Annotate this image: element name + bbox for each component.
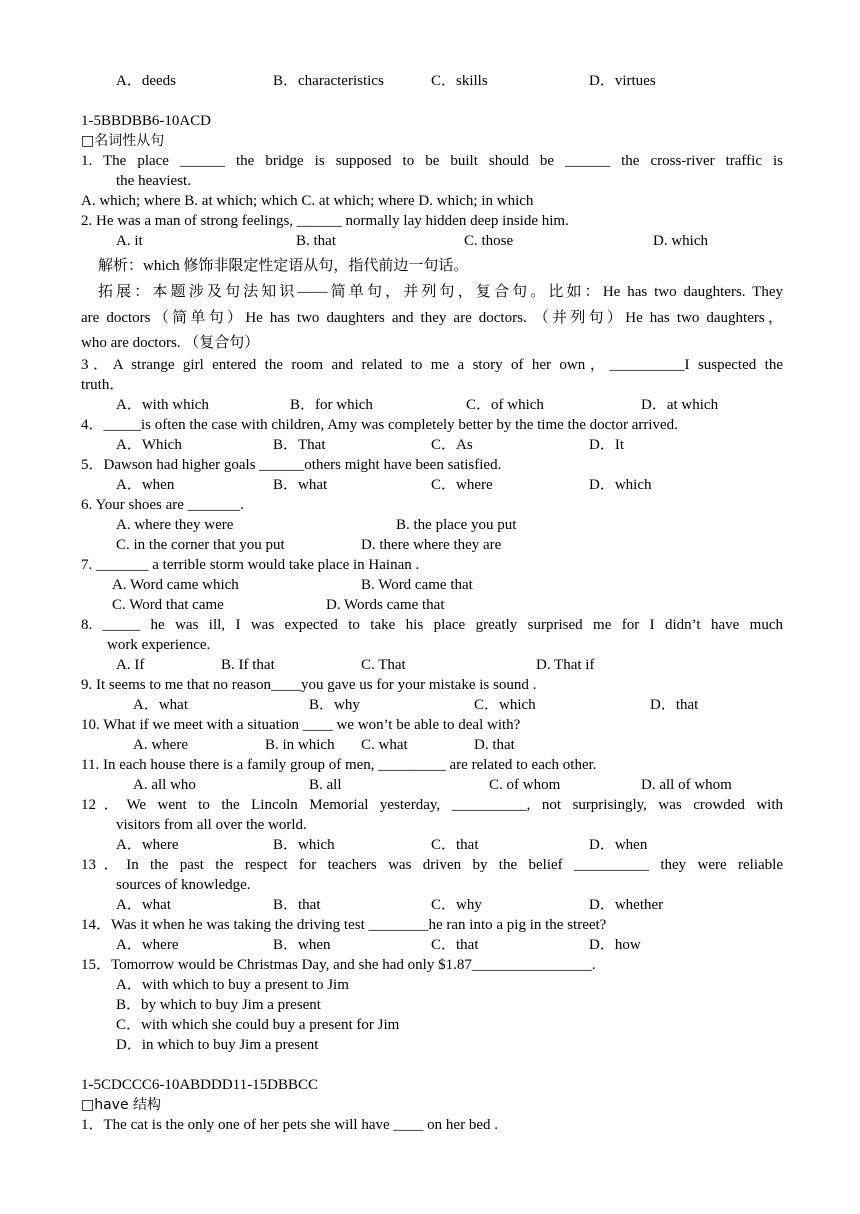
question-6-option-a: A. where they were xyxy=(116,517,234,533)
question-1-options: A. which; where B. at which; which C. at which; where D. which; in which xyxy=(81,193,534,209)
question-8-stem-cont: work experience. xyxy=(107,637,211,653)
answer-key-1: 1-5BBDBB6-10ACD xyxy=(81,113,212,129)
question-15-option-c: C．with which she could buy a present for Jim xyxy=(116,1017,400,1033)
question-14-stem: 14．Was it when he was taking the driving test ________he ran into a pig in the street? xyxy=(81,917,607,933)
question-7-option-a: A. Word came which xyxy=(112,577,239,593)
question-12-stem: 12．We went to the Lincoln Memorial yesterday, __________, not surprisingly, was crowded with xyxy=(81,797,783,813)
top-option-a: A．deeds xyxy=(116,73,176,89)
question-12-option-d: D．when xyxy=(589,837,648,853)
question-14-option-a: A．where xyxy=(116,937,179,953)
question-4-option-a: A．Which xyxy=(116,437,182,453)
question-13-option-c: C．why xyxy=(431,897,482,913)
question-7-option-b: B. Word came that xyxy=(361,577,473,593)
question-15-option-d: D．in which to buy Jim a present xyxy=(116,1037,319,1053)
question-12-option-c: C．that xyxy=(431,837,479,853)
question-8-option-a: A. If xyxy=(116,657,145,673)
question-1-stem: 1. The place ______ the bridge is supposed to be built should be ______ the cross-river traffic is xyxy=(81,153,783,169)
question-11-option-d: D. all of whom xyxy=(641,777,732,793)
question-6-option-c: C. in the corner that you put xyxy=(116,537,285,553)
answer-key-2: 1-5CDCCC6-10ABDDD11-15DBBCC xyxy=(81,1077,318,1093)
question-7-stem: 7. _______ a terrible storm would take place in Hainan . xyxy=(81,557,420,573)
question-14-option-d: D．how xyxy=(589,937,641,953)
question-2-extension-3: who are doctors. （复合句） xyxy=(81,335,260,351)
question-4-option-b: B．That xyxy=(273,437,326,453)
question-5-option-b: B．what xyxy=(273,477,328,493)
question-6-stem: 6. Your shoes are _______. xyxy=(81,497,244,513)
question-13-option-a: A．what xyxy=(116,897,171,913)
question-10-option-c: C. what xyxy=(361,737,408,753)
question-5-option-c: C．where xyxy=(431,477,493,493)
question-2-option-c: C. those xyxy=(464,233,514,249)
question-2-option-d: D. which xyxy=(653,233,708,249)
question-11-option-a: A. all who xyxy=(133,777,196,793)
question-15-option-a: A．with which to buy a present to Jim xyxy=(116,977,349,993)
question-7-option-c: C. Word that came xyxy=(112,597,224,613)
question-9-stem: 9. It seems to me that no reason____you gave us for your mistake is sound . xyxy=(81,677,537,693)
question-10-option-a: A. where xyxy=(133,737,188,753)
question-12-stem-cont: visitors from all over the world. xyxy=(116,817,307,833)
question-5-option-d: D．which xyxy=(589,477,652,493)
question-5-stem: 5．Dawson had higher goals ______others might have been satisfied. xyxy=(81,457,502,473)
question-3-option-b: B．for which xyxy=(290,397,373,413)
question-14-option-c: C．that xyxy=(431,937,479,953)
section-heading-have-structure: □have 结构 xyxy=(81,1097,162,1113)
question-15-stem: 15．Tomorrow would be Christmas Day, and she had only $1.87________________. xyxy=(81,957,596,973)
top-option-d: D．virtues xyxy=(589,73,656,89)
top-option-b: B．characteristics xyxy=(273,73,384,89)
question-9-option-b: B．why xyxy=(309,697,360,713)
question-6-option-d: D. there where they are xyxy=(361,537,502,553)
question-3-option-c: C．of which xyxy=(466,397,544,413)
question-9-option-c: C．which xyxy=(474,697,536,713)
question-8-option-b: B. If that xyxy=(221,657,275,673)
top-option-c: C．skills xyxy=(431,73,488,89)
question-4-option-d: D．It xyxy=(589,437,624,453)
question-2-extension-2: are doctors（简单句）He has two daughters and they are doctors. （并列句）He has two daughters， xyxy=(81,310,783,326)
question-3-option-d: D．at which xyxy=(641,397,719,413)
question-4-stem: 4．_____is often the case with children, Amy was completely better by the time the doctor arrived. xyxy=(81,417,678,433)
question-11-stem: 11. In each house there is a family group of men, _________ are related to each other. xyxy=(81,757,597,773)
question-2-option-a: A. it xyxy=(116,233,143,249)
question-15-option-b: B．by which to buy Jim a present xyxy=(116,997,321,1013)
question-13-stem: 13．In the past the respect for teachers was driven by the belief __________ they were reliable xyxy=(81,857,783,873)
question-4-option-c: C．As xyxy=(431,437,473,453)
question-13-option-d: D．whether xyxy=(589,897,664,913)
question-7-option-d: D. Words came that xyxy=(326,597,445,613)
question-14-option-b: B．when xyxy=(273,937,331,953)
question-11-option-b: B. all xyxy=(309,777,342,793)
question-10-option-b: B. in which xyxy=(265,737,335,753)
question-8-option-d: D. That if xyxy=(536,657,595,673)
question-10-stem: 10. What if we meet with a situation ____ we won’t be able to deal with? xyxy=(81,717,521,733)
question-8-stem: 8. _____ he was ill, I was expected to take his place greatly surprised me for I didn’t have much xyxy=(81,617,783,633)
question-11-option-c: C. of whom xyxy=(489,777,561,793)
section-heading-noun-clauses: □名词性从句 xyxy=(81,133,165,149)
question-12-option-b: B．which xyxy=(273,837,335,853)
question-9-option-d: D．that xyxy=(650,697,699,713)
question-9-option-a: A．what xyxy=(133,697,188,713)
question-2-extension-1: 拓展：本题涉及句法知识——简单句，并列句，复合句。比如：He has two daughters. They xyxy=(98,284,783,300)
have-question-1-stem: 1．The cat is the only one of her pets she will have ____ on her bed . xyxy=(81,1117,498,1133)
question-2-stem: 2. He was a man of strong feelings, ______ normally lay hidden deep inside him. xyxy=(81,213,569,229)
question-12-option-a: A．where xyxy=(116,837,179,853)
question-3-option-a: A．with which xyxy=(116,397,209,413)
question-2-analysis: 解析：which 修饰非限定性定语从句，指代前边一句话。 xyxy=(98,258,469,274)
question-3-stem-cont: truth． xyxy=(81,377,125,393)
question-6-option-b: B. the place you put xyxy=(396,517,517,533)
question-1-stem-cont: the heaviest. xyxy=(116,173,191,189)
question-13-stem-cont: sources of knowledge. xyxy=(116,877,251,893)
question-5-option-a: A．when xyxy=(116,477,175,493)
question-8-option-c: C. That xyxy=(361,657,406,673)
question-10-option-d: D. that xyxy=(474,737,515,753)
question-3-stem: 3．A strange girl entered the room and related to me a story of her own，__________I suspected the xyxy=(81,357,783,373)
question-2-option-b: B. that xyxy=(296,233,336,249)
question-13-option-b: B．that xyxy=(273,897,321,913)
